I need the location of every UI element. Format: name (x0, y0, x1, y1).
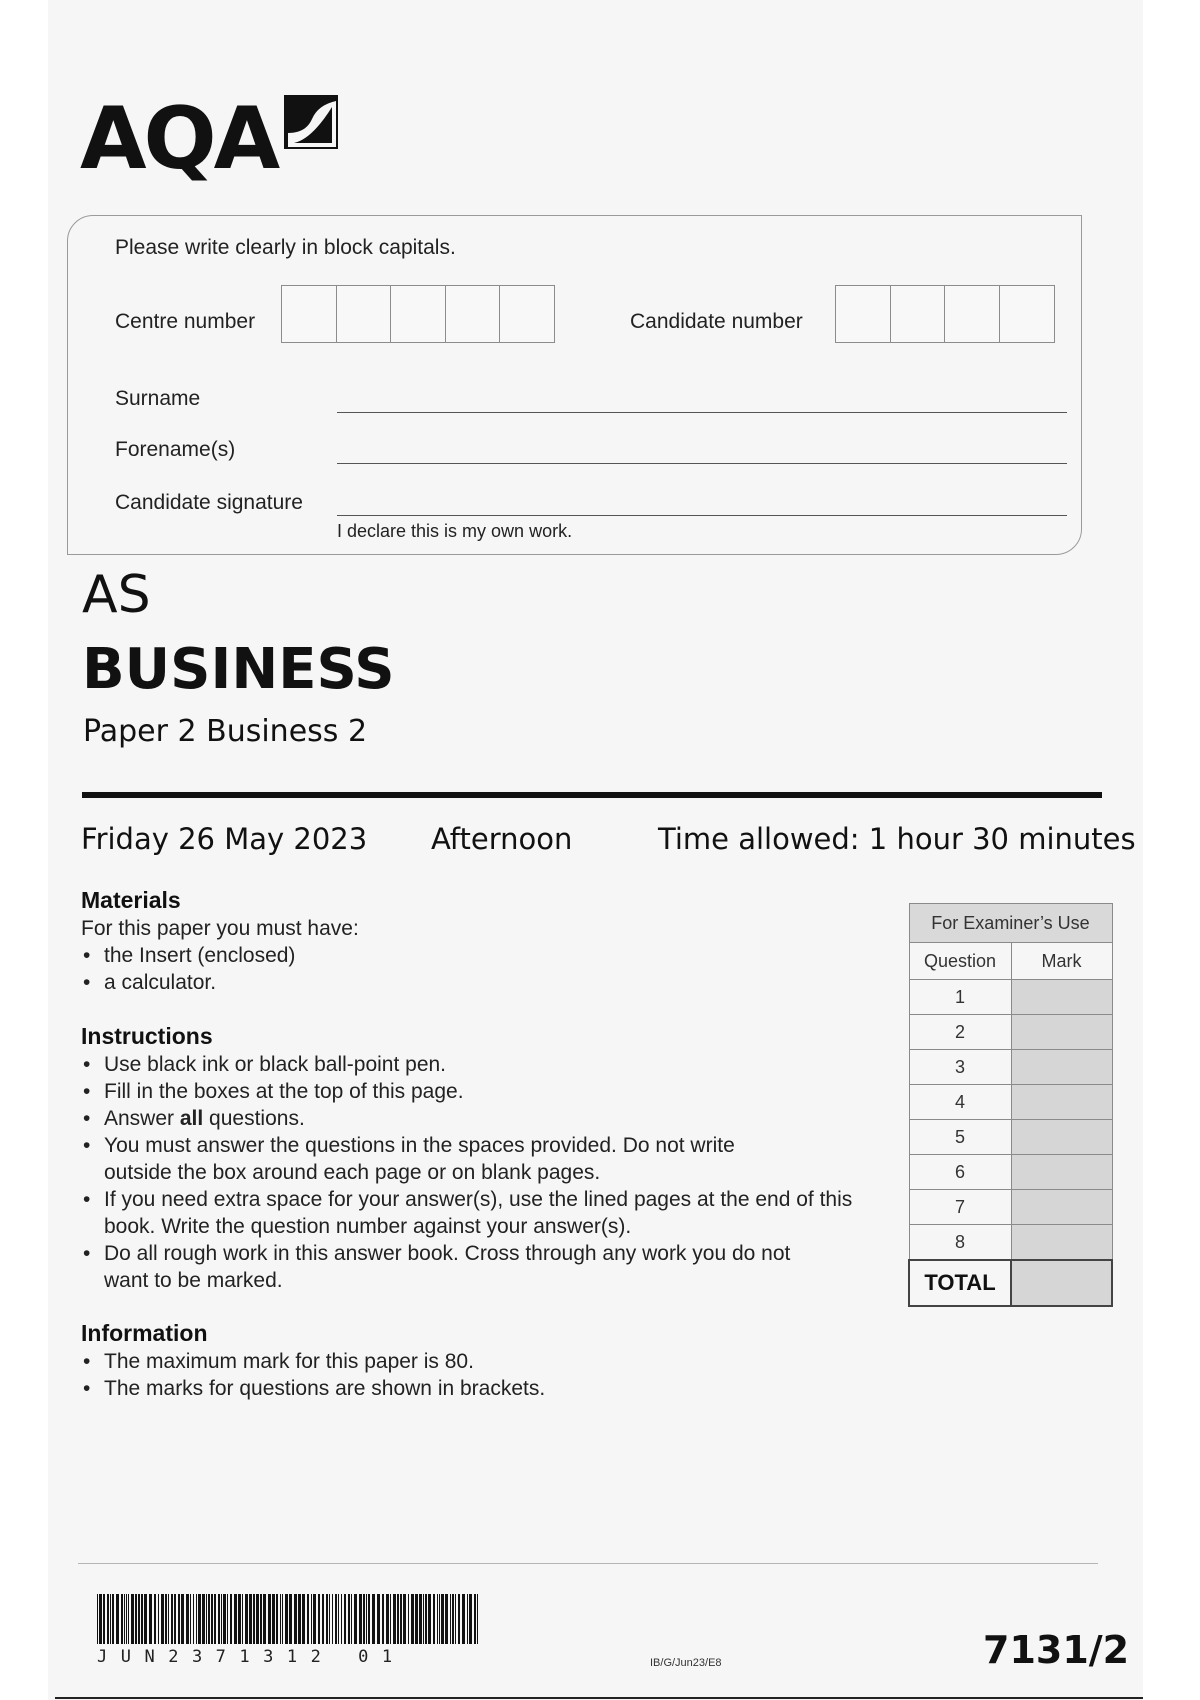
page-bottom-edge (55, 1697, 1143, 1699)
question-number: 3 (909, 1050, 1011, 1085)
title-divider (82, 792, 1102, 798)
information-section (81, 1320, 871, 1402)
mark-cell (1011, 980, 1112, 1015)
materials-section (81, 887, 881, 996)
mark-cell (1011, 1120, 1112, 1155)
forenames-label: Forename(s) (115, 438, 236, 461)
mark-cell (1011, 1050, 1112, 1085)
declaration-text: I declare this is my own work. (337, 521, 573, 541)
time-allowed: Time allowed: 1 hour 30 minutes (658, 822, 1136, 856)
instructions-section (81, 1023, 871, 1294)
paper-reference: IB/G/Jun23/E8 (650, 1657, 722, 1669)
instruction-item: • Use black ink or black ball-point pen. (81, 1051, 871, 1078)
question-number: 7 (909, 1190, 1011, 1225)
centre-number-label: Centre number (115, 310, 256, 333)
question-number: 4 (909, 1085, 1011, 1120)
signature-field[interactable] (337, 515, 1067, 516)
question-number: 2 (909, 1015, 1011, 1050)
candidate-digit-box[interactable] (835, 285, 891, 343)
centre-digit-box[interactable] (445, 285, 501, 343)
candidate-digit-box[interactable] (890, 285, 946, 343)
instruction-item (81, 1105, 871, 1132)
total-label: TOTAL (909, 1260, 1011, 1306)
instruction-text: questions. (203, 1107, 305, 1130)
instruction-item: • Fill in the boxes at the top of this page. (81, 1078, 871, 1105)
exam-date: Friday 26 May 2023 (81, 822, 368, 856)
question-number: 8 (909, 1225, 1011, 1261)
candidate-digit-box[interactable] (999, 285, 1055, 343)
instruction-item: • Do all rough work in this answer book. Cross through any work you do not want to be marked. (81, 1240, 824, 1294)
instruction-emphasis: all (179, 1107, 204, 1130)
mark-cell (1011, 1085, 1112, 1120)
mark-cell (1011, 1225, 1112, 1261)
materials-item: • a calculator. (81, 969, 881, 996)
surname-label: Surname (115, 387, 201, 410)
barcode-icon (97, 1594, 482, 1644)
question-number: 6 (909, 1155, 1011, 1190)
forenames-field[interactable] (337, 463, 1067, 464)
candidate-number-field[interactable] (835, 285, 1053, 343)
centre-digit-box[interactable] (390, 285, 446, 343)
paper-code: 7131/2 (983, 1628, 1130, 1672)
aqa-logo: AQA (80, 89, 278, 189)
instruction-item: • If you need extra space for your answer(s), use the lined pages at the end of this book. Write the question number against your answer(s). (81, 1186, 884, 1240)
block-capitals-instruction: Please write clearly in block capitals. (115, 236, 456, 259)
aqa-logo-mark-icon (282, 93, 340, 151)
subject-title: BUSINESS (82, 637, 395, 702)
materials-heading: Materials (81, 887, 181, 913)
signature-label: Candidate signature (115, 491, 303, 514)
centre-number-field[interactable] (281, 285, 554, 343)
centre-digit-box[interactable] (499, 285, 555, 343)
total-mark-cell (1011, 1260, 1112, 1306)
materials-intro: For this paper you must have: (81, 917, 359, 940)
surname-field[interactable] (337, 412, 1067, 413)
mark-cell (1011, 1190, 1112, 1225)
paper-title: Paper 2 Business 2 (83, 714, 368, 749)
question-column-header: Question (909, 943, 1011, 980)
centre-digit-box[interactable] (281, 285, 337, 343)
mark-column-header: Mark (1011, 943, 1112, 980)
information-item: • The marks for questions are shown in brackets. (81, 1375, 871, 1402)
mark-cell (1011, 1155, 1112, 1190)
examiner-table-title: For Examiner’s Use (909, 904, 1112, 943)
examiner-use-table (908, 903, 1113, 1307)
barcode-text: JUN2371312 01 (97, 1647, 406, 1667)
instructions-heading: Instructions (81, 1023, 213, 1049)
exam-session: Afternoon (431, 822, 573, 856)
instruction-text: Answer (104, 1107, 180, 1130)
information-heading: Information (81, 1320, 208, 1346)
candidate-digit-box[interactable] (944, 285, 1000, 343)
footer-divider (78, 1563, 1098, 1564)
materials-item: • the Insert (enclosed) (81, 942, 881, 969)
question-number: 5 (909, 1120, 1011, 1155)
instruction-item: • You must answer the questions in the spaces provided. Do not write outside the box around each page or on blank pages. (81, 1132, 804, 1186)
qualification-level: AS (82, 565, 151, 625)
centre-digit-box[interactable] (336, 285, 392, 343)
mark-cell (1011, 1015, 1112, 1050)
information-item: • The maximum mark for this paper is 80. (81, 1348, 871, 1375)
question-number: 1 (909, 980, 1011, 1015)
candidate-number-label: Candidate number (630, 310, 803, 333)
